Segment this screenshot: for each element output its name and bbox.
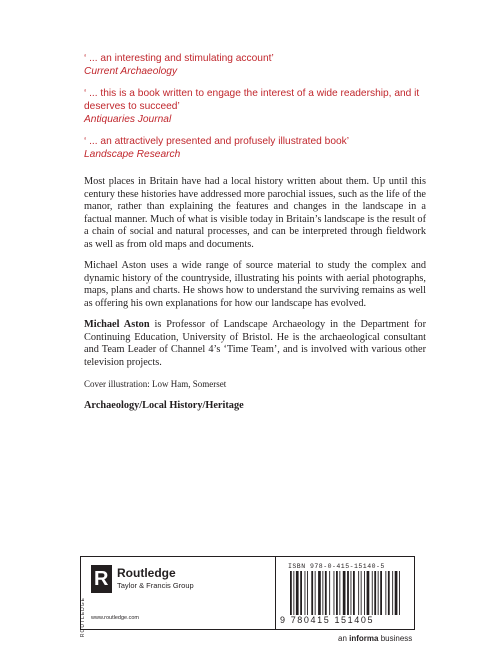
review-quote [84,87,444,127]
quote-source: Landscape Research [84,149,181,161]
cover-illustration-credit: Cover illustration: Low Ham, Somerset [84,378,227,389]
footer-prefix: an [338,634,350,643]
publisher-group: Taylor & Francis Group [117,581,194,590]
blurb-paragraph: Michael Aston uses a wide range of source material to study the complex and dynamic history of the countryside, illustrating his points with aerial photographs, maps, plans and charts. He shows how to understand the surviving remains as well as offering his own explanations for how our landscape has evolved. [84,260,426,309]
quote-text: ‘ ... an attractively presented and profusely illustrated book’ [84,136,350,148]
barcode-bar [361,571,362,615]
quote-text: ‘ ... an interesting and stimulating account’ [84,53,274,64]
barcode-bar [293,571,294,615]
footer-brand: informa [349,634,379,643]
publisher-name: Routledge [117,566,176,580]
barcode-bar [318,571,321,615]
author-name: Michael Aston [84,318,150,330]
barcode-bar [322,571,323,615]
subject-categories: Archaeology/Local History/Heritage [84,400,244,412]
barcode-bar [334,571,335,615]
barcode-icon [290,571,402,615]
review-quote [84,135,444,161]
barcode-bar [325,571,327,615]
barcode-bar [315,571,316,615]
barcode-bar [392,571,393,615]
barcode-bar [347,571,349,615]
barcode-bar [399,571,400,615]
barcode-bar [307,571,308,615]
barcode-bar [395,571,398,615]
logo-side-text: ROUTLEDGE [80,597,86,638]
barcode-bar [351,571,352,615]
barcode-bar [358,571,359,615]
back-cover-blurb [84,176,426,413]
routledge-logo-icon [91,565,112,593]
review-quote [84,52,444,78]
logo-letter: R [94,568,109,590]
barcode-bar [296,571,299,615]
quote-text: ‘ ... this is a book written to engage the interest of a wide readership, and it deserves to succeed’ [84,87,420,113]
barcode-bar [311,571,313,615]
barcode-bar [388,571,390,615]
barcode-bar [290,571,292,615]
footer-suffix: business [378,634,413,643]
author-bio [84,319,426,369]
barcode-bar [300,571,302,615]
barcode-bar [380,571,382,615]
quote-source: Antiquaries Journal [84,114,172,126]
barcode-bar [385,571,386,615]
barcode-bar [339,571,340,615]
publisher-url: www.routledge.com [91,615,139,621]
barcode-bar [305,571,306,615]
quote-source: Current Archaeology [84,66,178,78]
barcode-bar [374,571,376,615]
barcode-bar [364,571,365,615]
barcode-bar [353,571,355,615]
isbn-number: ISBN 978-0-415-15140-5 [288,563,385,570]
barcode-area [275,557,414,629]
author-bio-text: is Professor of Landscape Archaeology in the Department for Continuing Education, University of Bristol. He is the archaeological consultant and Team Leader of Channel 4’s ‘Time Team’, and is involved with various other television projects. [84,318,426,368]
barcode-bar [336,571,338,615]
barcode-bar [367,571,370,615]
barcode-bar [378,571,379,615]
barcode-bar [343,571,346,615]
blurb-paragraph: Most places in Britain have had a local history written about them. Up until this century these histories have addressed more parochial issues, such as the life of the manor, rather than explaining the features and changes in the landscape in a factual manner. Much of what is visible today in Britain’s landscape is the result of a chain of social and natural processes, and can be interpreted through fieldwork as well as from old maps and documents. [84,176,426,250]
review-quotes [84,52,444,170]
barcode-bar [329,571,330,615]
publisher-box [80,556,415,638]
barcode-bar [372,571,373,615]
informa-footer [338,634,412,643]
barcode-digits: 9 780415 151405 [280,615,375,625]
